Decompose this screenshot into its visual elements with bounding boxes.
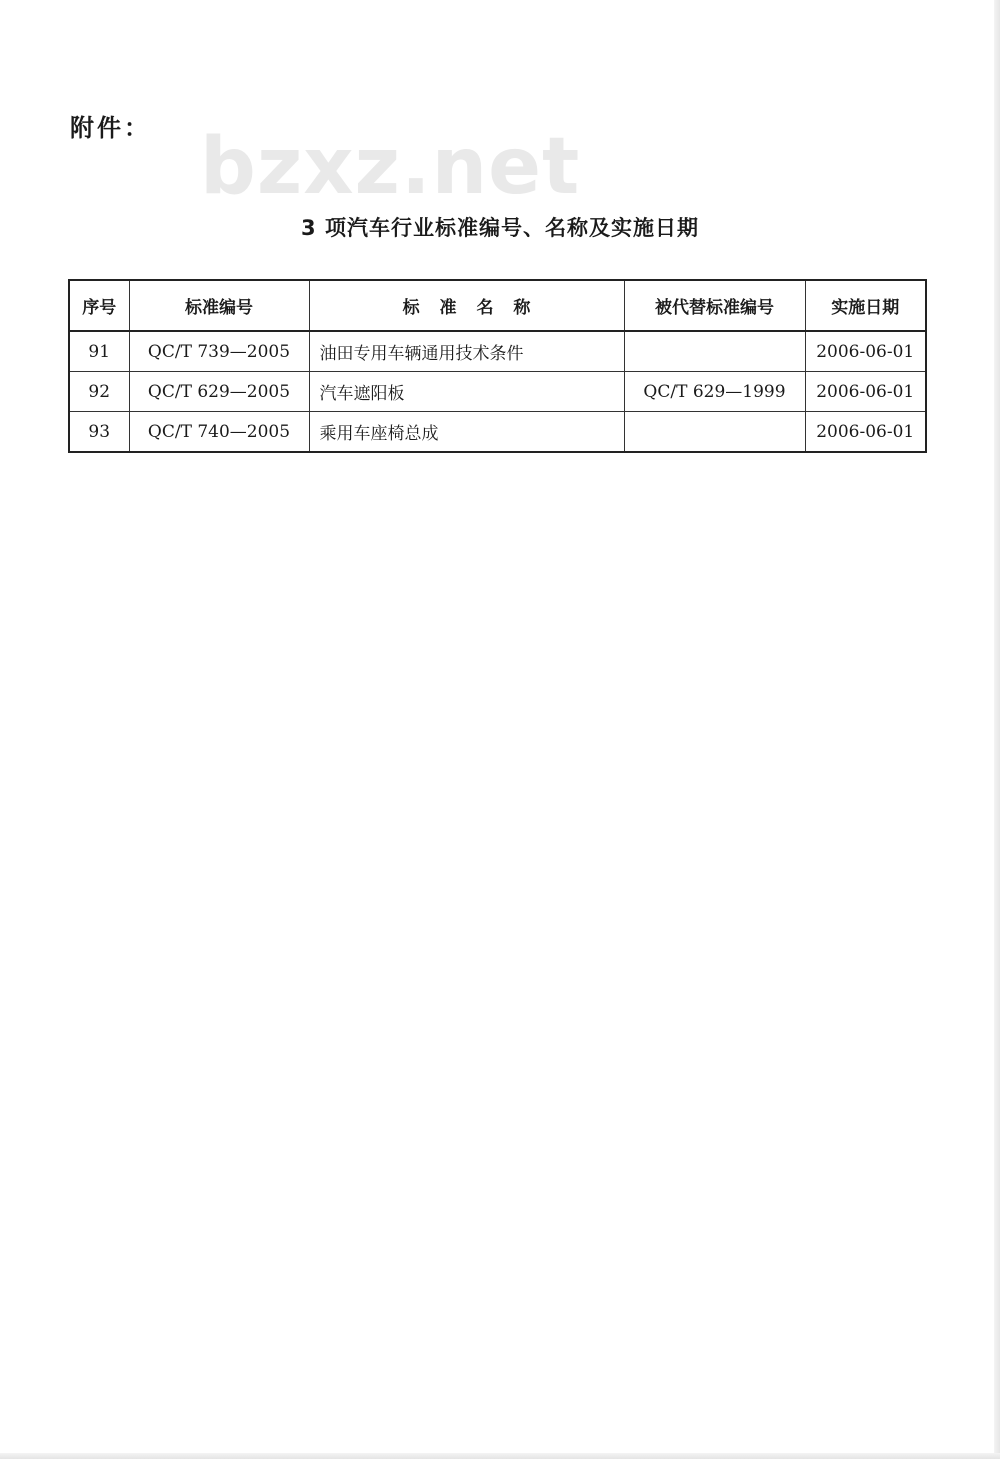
cell-code: QC/T 740—2005 [129, 412, 309, 453]
cell-seq: 91 [69, 331, 129, 372]
table-row [69, 331, 926, 372]
attachment-label: 附件： [70, 114, 151, 142]
cell-name: 汽车遮阳板 [309, 372, 624, 412]
document-title: 3 项汽车行业标准编号、名称及实施日期 [301, 216, 699, 240]
cell-code: QC/T 629—2005 [129, 372, 309, 412]
column-header-seq: 序号 [69, 280, 129, 331]
table-row [69, 372, 926, 412]
table-row [69, 412, 926, 453]
standards-table [68, 279, 927, 453]
cell-seq: 93 [69, 412, 129, 453]
column-header-date: 实施日期 [805, 280, 926, 331]
page-edge-shadow [0, 1453, 1000, 1459]
cell-date: 2006-06-01 [805, 412, 926, 453]
cell-name: 油田专用车辆通用技术条件 [309, 331, 624, 372]
cell-code: QC/T 739—2005 [129, 331, 309, 372]
cell-date: 2006-06-01 [805, 331, 926, 372]
watermark: bzxz.net [200, 122, 581, 212]
cell-replaced [624, 412, 805, 453]
cell-date: 2006-06-01 [805, 372, 926, 412]
cell-replaced [624, 331, 805, 372]
cell-replaced: QC/T 629—1999 [624, 372, 805, 412]
column-header-name: 标 准 名 称 [309, 280, 624, 331]
cell-seq: 92 [69, 372, 129, 412]
column-header-code: 标准编号 [129, 280, 309, 331]
column-header-replaced: 被代替标准编号 [624, 280, 805, 331]
cell-name: 乘用车座椅总成 [309, 412, 624, 453]
table-header-row [69, 280, 926, 331]
